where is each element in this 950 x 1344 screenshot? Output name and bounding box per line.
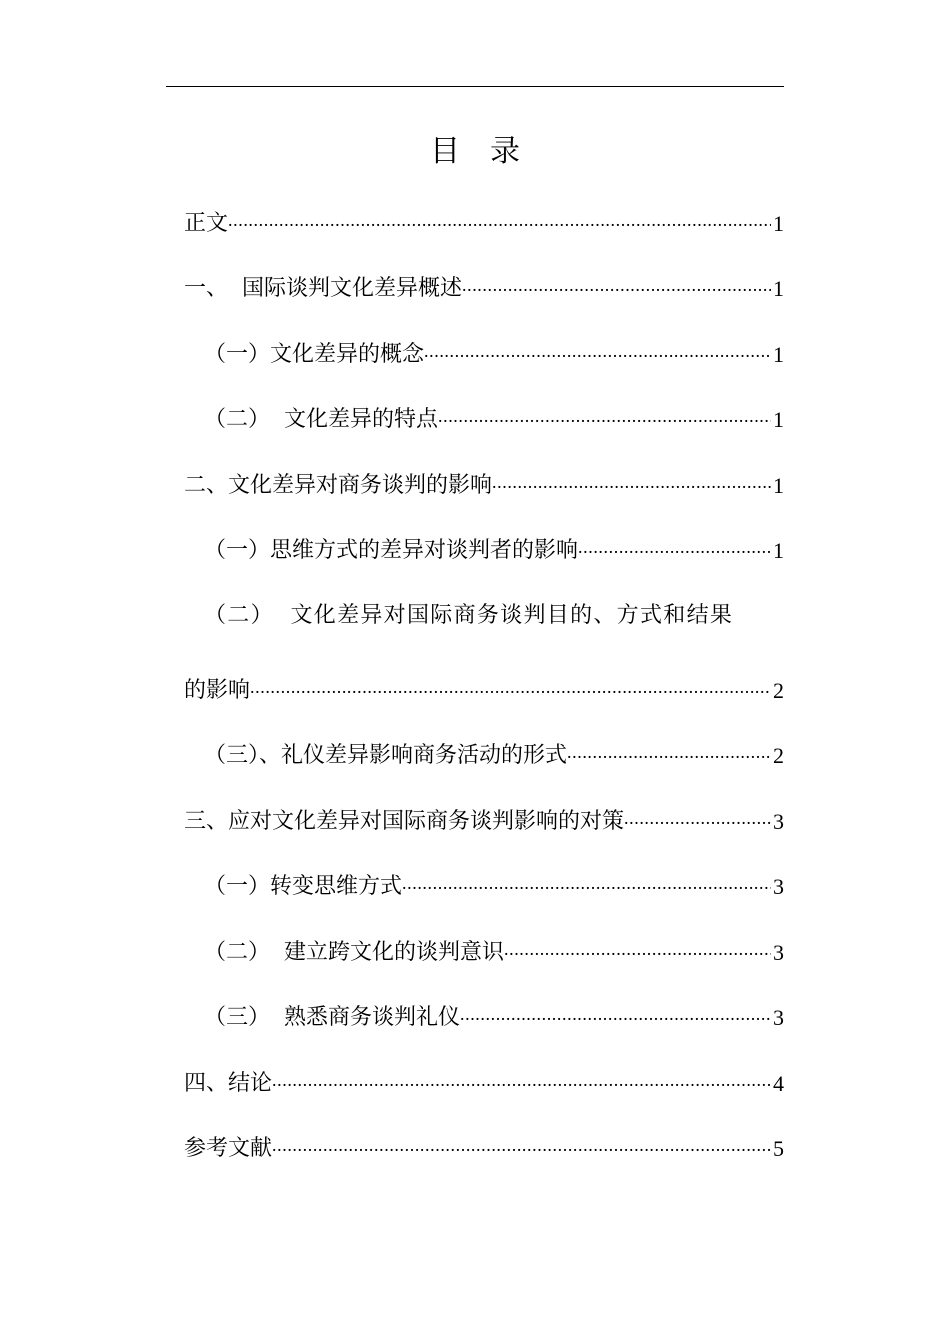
toc-entry-label: （三） 熟悉商务谈判礼仪 [204,1005,460,1030]
toc-leader-dots [578,537,771,565]
toc-entry-label: 二、文化差异对商务谈判的影响 [184,473,493,498]
toc-entry-section-2-3[interactable] [184,730,784,770]
toc-entry-label: （二） 文化差异的特点 [204,407,438,432]
toc-entry-section-3-3[interactable] [184,992,784,1032]
toc-leader-dots [462,275,771,303]
toc-page-number: 2 [773,743,784,768]
toc-entry-label: 正文 [184,211,229,236]
toc-page-number: 1 [773,211,784,236]
toc-page-number: 1 [773,538,784,563]
toc-entry-label: 的影响 [184,678,251,703]
toc-page-number: 3 [773,809,784,834]
toc-entry-label: （二） 建立跨文化的谈判意识 [204,940,504,965]
toc-leader-dots [402,873,771,901]
toc-page-number: 3 [773,940,784,965]
toc-entry-label: （一）转变思维方式 [204,874,403,899]
toc-entry-references[interactable] [184,1123,784,1163]
toc-entry-label: （一）文化差异的概念 [204,342,425,367]
toc-page-number: 5 [773,1136,784,1161]
toc-entry-section-1-1[interactable] [184,329,784,369]
toc-entry-section-2-2-line2[interactable] [184,665,784,705]
toc-entry-section-2[interactable] [184,460,784,500]
toc-leader-dots [624,808,771,836]
toc-leader-dots [272,1070,771,1098]
toc-leader-dots [272,1135,771,1163]
toc-leader-dots [492,472,771,500]
toc-entry-section-1-2[interactable] [184,394,784,434]
toc-leader-dots [424,341,771,369]
toc-page-number: 1 [773,473,784,498]
toc-page-number: 3 [773,1005,784,1030]
toc-leader-dots [567,742,771,770]
toc-leader-dots [250,677,771,705]
toc-entry-label: 一、 国际谈判文化差异概述 [184,276,462,301]
header-rule [166,86,784,87]
toc-leader-dots [438,406,771,434]
toc-entry-label: 三、应对文化差异对国际商务谈判影响的对策 [184,809,625,834]
toc-entry-label: （三）、礼仪差异影响商务活动的形式 [204,743,568,768]
toc-entry-label: 四、结论 [184,1071,273,1096]
toc-entry-label: （二） 文化差异对国际商务谈判目的、方式和结果 [204,603,734,628]
toc-entry-section-4[interactable] [184,1058,784,1098]
toc-entry-section-2-1[interactable] [184,525,784,565]
toc-entry-section-3-2[interactable] [184,927,784,967]
toc-entry-section-3[interactable] [184,796,784,836]
toc-entry-label: 参考文献 [184,1136,273,1161]
toc-entry-main-text[interactable] [184,198,784,238]
toc-entry-section-1[interactable] [184,263,784,303]
toc-page-number: 3 [773,874,784,899]
toc-entry-label: （一）思维方式的差异对谈判者的影响 [204,538,579,563]
toc-page-number: 1 [773,342,784,367]
toc-entry-section-2-2-line1[interactable] [184,590,784,630]
toc-leader-dots [460,1004,771,1032]
toc-page-number: 1 [773,407,784,432]
toc-page-number: 2 [773,678,784,703]
toc-leader-dots [504,939,771,967]
toc-page-number: 1 [773,276,784,301]
toc-leader-dots [228,210,771,238]
toc-entry-section-3-1[interactable] [184,861,784,901]
toc-title: 目录 [430,134,550,169]
toc-page-number: 4 [773,1071,784,1096]
